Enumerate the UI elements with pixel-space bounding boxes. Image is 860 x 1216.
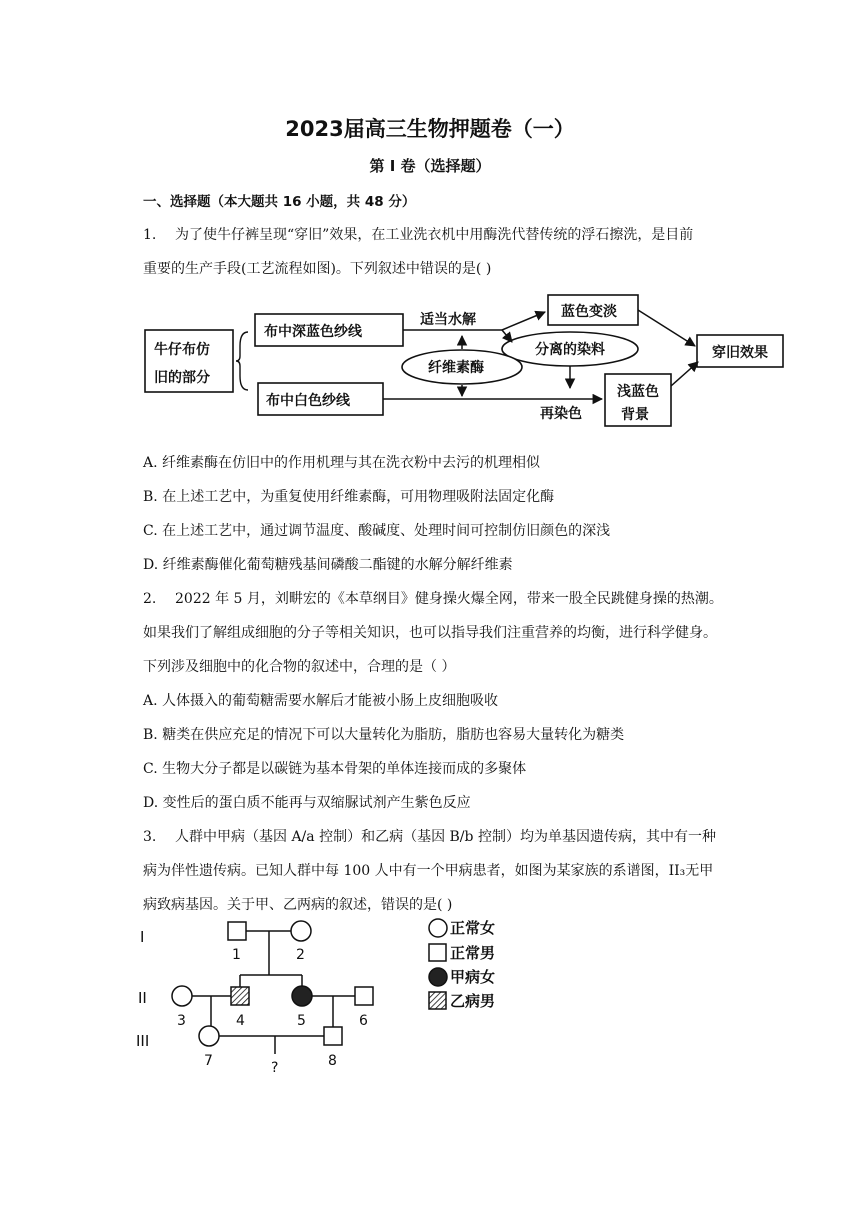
q3-number: 3. [143,829,157,845]
q3-text-1: 人群中甲病（基因 A/a 控制）和乙病（基因 B/b 控制）均为单基因遗传病，其中有一种 [175,829,716,845]
q1-process-diagram [140,290,790,430]
legend-disease-b-male-symbol [429,992,446,1009]
dye-label: 分离的染料 [535,342,605,358]
q2-option-c: C. 生物大分子都是以碳链为基本骨架的单体连接而成的多聚体 [143,761,527,777]
id-5: 5 [297,1013,306,1029]
q2-option-d: D. 变性后的蛋白质不能再与双缩脲试剂产生紫色反应 [143,795,471,811]
legend-disease-a-female: 甲病女 [450,968,496,986]
q2-option-b: B. 糖类在供应充足的情况下可以大量转化为脂肪，脂肪也容易大量转化为糖类 [143,727,625,743]
q3-pedigree-chart [130,912,530,1082]
q2-option-a: A. 人体摄入的葡萄糖需要水解后才能被小肠上皮细胞吸收 [143,693,499,709]
id-2: 2 [296,947,305,963]
gen-iii-label: III [136,1032,150,1050]
q2-number: 2. [143,591,157,607]
white-yarn-label: 布中白色纱线 [266,393,350,409]
id-1: 1 [232,947,241,963]
individual-8 [324,1027,342,1045]
q3-line2: 病为伴性遗传病。已知人群中每 100 人中有一个甲病患者，如图为某家族的系谱图，II₃无甲 [143,863,714,879]
light-blue-label-1: 浅蓝色 [617,384,659,400]
q1-option-a: A. 纤维素酶在仿旧中的作用机理与其在洗衣粉中去污的机理相似 [143,455,541,471]
id-8: 8 [328,1053,337,1069]
gen-i-label: I [140,928,145,946]
id-3: 3 [177,1013,186,1029]
legend-normal-female: 正常女 [450,919,496,937]
individual-5 [292,986,312,1006]
page-title: 2023届高三生物押题卷（一） [285,117,575,141]
q2-line3: 下列涉及细胞中的化合物的叙述中，合理的是（ ） [143,659,456,675]
q1-number: 1. [143,227,157,243]
q1-option-c: C. 在上述工艺中，通过调节温度、酸碱度、处理时间可控制仿旧颜色的深浅 [143,523,611,539]
q2-line1 [143,588,723,608]
denim-label-1: 牛仔布仿 [154,342,210,358]
legend-normal-male-symbol [429,944,446,961]
q3-line1 [143,826,716,846]
id-6: 6 [359,1013,368,1029]
enzyme-label: 纤维素酶 [428,360,484,376]
q1-line2: 重要的生产手段(工艺流程如图)。下列叙述中错误的是( ) [143,261,492,277]
q2-line2: 如果我们了解组成细胞的分子等相关知识，也可以指导我们注重营养的均衡，进行科学健身。 [143,625,717,641]
legend-normal-female-symbol [429,919,447,937]
gen-ii-label: II [138,989,147,1007]
legend-disease-b-male: 乙病男 [450,992,496,1010]
light-blue-label-2: 背景 [621,407,649,423]
worn-label: 穿旧效果 [712,345,768,361]
blue-fade-label: 蓝色变淡 [561,304,617,320]
legend-normal-male: 正常男 [450,944,496,962]
q1-option-b: B. 在上述工艺中，为重复使用纤维素酶，可用物理吸附法固定化酶 [143,489,555,505]
individual-1 [228,922,246,940]
page-subtitle: 第 I 卷（选择题） [369,157,491,175]
legend-disease-a-female-symbol [429,968,447,986]
individual-7 [199,1026,219,1046]
denim-label-2: 旧的部分 [154,370,210,386]
hydrolysis-label: 适当水解 [420,312,476,328]
individual-4 [231,987,249,1005]
section-heading: 一、选择题（本大题共 16 小题，共 48 分） [143,194,416,210]
q3-line3: 病致病基因。关于甲、乙两病的叙述，错误的是( ) [143,897,453,913]
unknown-child: ? [271,1060,279,1076]
q1-option-d: D. 纤维素酶催化葡萄糖残基间磷酸二酯键的水解分解纤维素 [143,557,513,573]
q1-line1 [143,224,693,244]
q1-text-1: 为了使牛仔裤呈现“穿旧”效果，在工业洗衣机中用酶洗代替传统的浮石擦洗，是目前 [175,227,694,243]
brace [236,332,248,390]
individual-6 [355,987,373,1005]
id-7: 7 [204,1053,213,1069]
individual-3 [172,986,192,1006]
q2-text-1: 2022 年 5 月，刘畊宏的《本草纲目》健身操火爆全网，带来一股全民跳健身操的热潮。 [175,591,723,607]
redye-label: 再染色 [540,406,582,422]
dark-yarn-label: 布中深蓝色纱线 [264,324,362,340]
individual-2 [291,921,311,941]
id-4: 4 [236,1013,245,1029]
